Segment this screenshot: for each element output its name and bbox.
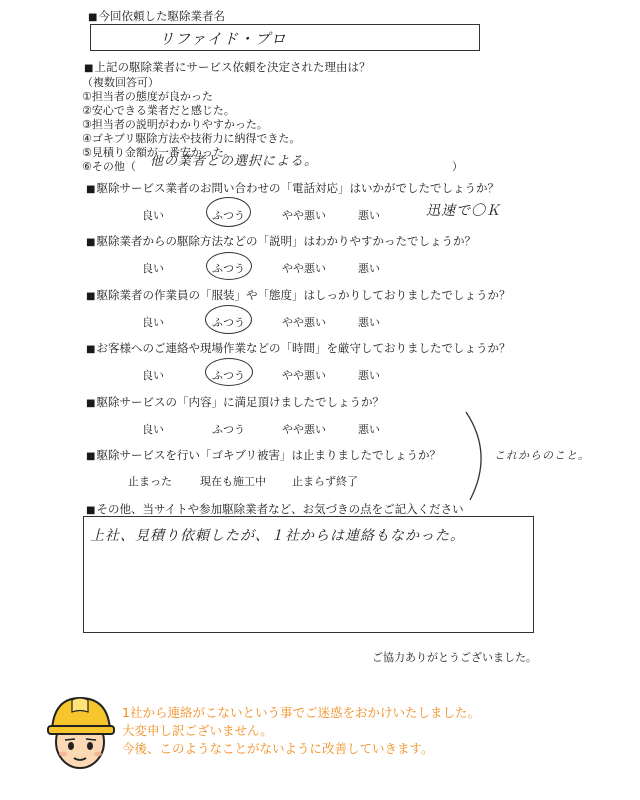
question-damage: ■ 駆除サービスを行い「ゴキブリ被害」は止まりましたでしょうか？	[86, 447, 441, 465]
reason-option[interactable]: ①担当者の態度が良かった	[82, 90, 213, 103]
thanks-text: ご協力ありがとうございました。	[372, 651, 537, 664]
option-bad[interactable]: 悪い	[358, 369, 380, 382]
reason-heading: ■ 上記の駆除業者にサービス依頼を決定された理由は？	[84, 59, 370, 77]
apology-line: 1社から連絡がこないという事でご迷惑をおかけいたしました。	[122, 705, 480, 720]
bracket-note: これからのこと。	[494, 449, 590, 462]
reason-option-other[interactable]: ⑥その他（	[82, 160, 136, 173]
reason-option[interactable]: ②安心できる業者だと感じた。	[82, 104, 235, 117]
phone-comment: 迅速で〇Ｋ	[426, 203, 501, 219]
option-fairly-bad[interactable]: やや悪い	[282, 316, 326, 329]
option-normal[interactable]: ふつう	[212, 262, 245, 275]
option-good[interactable]: 良い	[142, 423, 164, 436]
option-good[interactable]: 良い	[142, 262, 164, 275]
option-good[interactable]: 良い	[142, 316, 164, 329]
option-bad[interactable]: 悪い	[358, 209, 380, 222]
option-good[interactable]: 良い	[142, 209, 164, 222]
reason-other-text: 他の業者との選択による。	[150, 154, 319, 169]
option-normal[interactable]: ふつう	[212, 316, 245, 329]
reason-option[interactable]: ③担当者の説明がわかりやすかった。	[82, 118, 268, 131]
option-fairly-bad[interactable]: やや悪い	[282, 209, 326, 222]
selected-circle	[205, 305, 252, 334]
question-phone: ■ 駆除サービス業者のお問い合わせの「電話対応」はいかがでしたでしょうか？	[86, 180, 499, 198]
option-good[interactable]: 良い	[142, 369, 164, 382]
vendor-heading: ■ 今回依頼した駆除業者名	[88, 8, 225, 26]
option-fairly-bad[interactable]: やや悪い	[282, 423, 326, 436]
comments-text: 上社、見積り依頼したが、１社からは連絡もなかった。	[90, 528, 465, 544]
bracket-mark	[440, 408, 500, 508]
apology-line: 大変申し訳ございません。	[122, 723, 273, 738]
comments-heading: ■ その他、当サイトや参加駆除業者など、お気づきの点をご記入ください	[86, 501, 464, 519]
worker-face-icon	[46, 692, 116, 778]
selected-circle	[206, 252, 252, 280]
option-not-stopped[interactable]: 止まらず終了	[292, 475, 358, 488]
option-bad[interactable]: 悪い	[358, 262, 380, 275]
reason-other-close: ）	[452, 160, 463, 173]
selected-circle	[206, 197, 251, 227]
option-fairly-bad[interactable]: やや悪い	[282, 262, 326, 275]
option-fairly-bad[interactable]: やや悪い	[282, 369, 326, 382]
question-explanation: ■ 駆除業者からの駆除方法などの「説明」はわかりやすかったでしょうか？	[86, 233, 476, 251]
option-normal[interactable]: ふつう	[212, 209, 245, 222]
question-time: ■ お客様へのご連絡や現場作業などの「時間」を厳守しておりましたでしょうか？	[86, 340, 510, 358]
question-attire: ■ 駆除業者の作業員の「服装」や「態度」はしっかりしておりましたでしょうか？	[86, 287, 510, 305]
option-normal[interactable]: ふつう	[212, 369, 245, 382]
option-normal[interactable]: ふつう	[212, 423, 245, 436]
apology-line: 今後、このようなことがないように改善していきます。	[122, 741, 434, 756]
comments-box[interactable]	[83, 516, 534, 633]
apology-notice	[122, 704, 480, 758]
reason-note: （複数回答可）	[82, 76, 159, 89]
question-content: ■ 駆除サービスの「内容」に満足頂けましたでしょうか？	[86, 394, 384, 412]
vendor-name-box[interactable]	[90, 24, 480, 51]
reason-option[interactable]: ⑤見積り金額が一番安かった。	[82, 146, 235, 159]
vendor-name-text: リファイド・プロ	[159, 30, 287, 48]
option-bad[interactable]: 悪い	[358, 316, 380, 329]
option-stopped[interactable]: 止まった	[128, 475, 172, 488]
reason-option[interactable]: ④ゴキブリ駆除方法や技術力に納得できた。	[82, 132, 301, 145]
option-in-progress[interactable]: 現在も施工中	[200, 475, 266, 488]
selected-circle	[205, 358, 253, 386]
option-bad[interactable]: 悪い	[358, 423, 380, 436]
